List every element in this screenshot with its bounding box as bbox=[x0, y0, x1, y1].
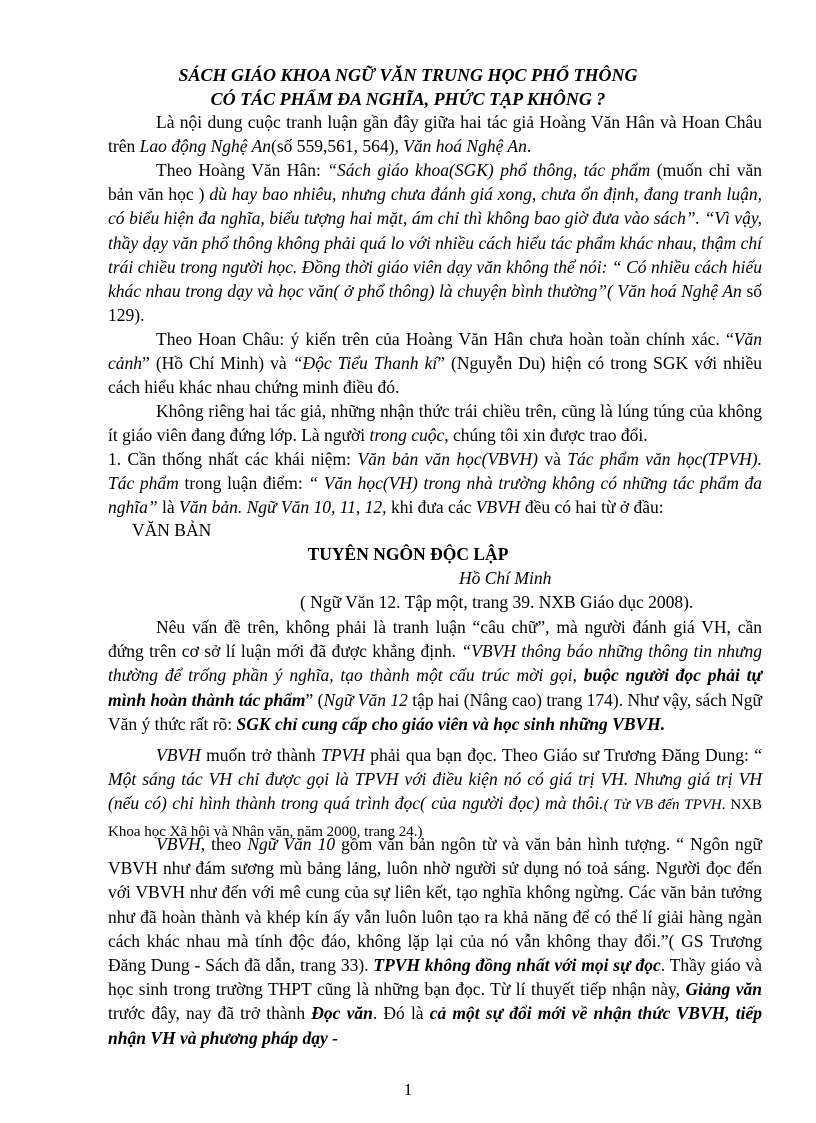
text-italic: ( Từ VB đến TPVH bbox=[603, 797, 722, 814]
doc-title: TUYÊN NGÔN ĐỘC LẬP bbox=[307, 544, 509, 564]
text-italic: Ngữ Văn 12 bbox=[323, 689, 408, 710]
text: và bbox=[538, 449, 568, 469]
text-italic: VBVH bbox=[156, 834, 201, 854]
text-italic: “Sách giáo khoa(SGK) phổ thông, tác phẩm bbox=[327, 160, 651, 180]
text-italic: Văn bản văn học(VBVH) bbox=[357, 449, 538, 469]
text: , chúng tôi xin được trao đổi. bbox=[444, 425, 648, 446]
text: 1. Cần thống nhất các khái niệm: bbox=[108, 449, 358, 469]
text-italic: “Độc Tiểu Thanh kí bbox=[292, 353, 438, 374]
paragraph-hoang-van-han bbox=[108, 158, 762, 327]
paragraph-concepts bbox=[108, 447, 762, 520]
text-italic: “VBVH thông báo những thông tin nhưng thường để trống phần ý nghĩa, tạo thành một cấu trúc mời gọi, bbox=[108, 641, 763, 686]
text-italic: Văn bản. Ngữ Văn 10, 11, 12, bbox=[179, 497, 387, 518]
text-italic: VBVH bbox=[156, 745, 201, 765]
text: gồm văn bản ngôn từ và văn bản hình tượng. “ Ngôn ngữ VBVH như đám sương mù bảng lảng, luôn nhờ người sử dụng nó toả sáng. Người đọc đến với VBVH như đến với mê cung của sự liên kết, tạo nghĩa không ngừng. Các văn bản tưởng như đã hoàn thành và khép kín ấy vẫn luôn luôn tạo ra khả năng để có thể lí giải hàng ngàn cách khác nhau mà tính độc đáo, không lặp lại của nó vẫn không thay đổi.”( GS Trương Đăng Dung - Sách đã dẫn, trang 33). bbox=[108, 834, 762, 976]
paragraph-vbvh bbox=[108, 832, 762, 1050]
text-italic: “ Văn học(VH) trong nhà trường không có những tác phẩm đa nghĩa” bbox=[108, 473, 763, 518]
paragraph-hoan-chau bbox=[108, 327, 762, 400]
text: Theo Hoan Châu: ý kiến trên của Hoàng Văn Hân chưa hoàn toàn chính xác. “ bbox=[156, 329, 734, 349]
text: muốn trở thành bbox=[200, 745, 322, 765]
text: trong luận điểm: bbox=[178, 473, 309, 494]
text: . Thầy giáo và học sinh trong trường THPT cũng là những bạn đọc. Từ lí thuyết tiếp nhận này, bbox=[108, 955, 762, 1000]
text: (số 559,561, 564), bbox=[271, 136, 404, 157]
paragraph-theory bbox=[108, 615, 762, 736]
text: ” (Hồ Chí Minh) và bbox=[142, 353, 293, 374]
paragraph-teachers bbox=[108, 399, 762, 447]
title-line-2: CÓ TÁC PHẨM ĐA NGHĨA, PHỨC TẠP KHÔNG ? bbox=[210, 89, 606, 109]
paragraph-intro bbox=[108, 110, 762, 158]
page-number: 1 bbox=[403, 1080, 413, 1099]
title-line-1: SÁCH GIÁO KHOA NGỮ VĂN TRUNG HỌC PHỔ THÔNG bbox=[178, 65, 638, 85]
text: . Đó là bbox=[372, 1003, 430, 1024]
text-bold-italic: Đọc văn bbox=[311, 1003, 373, 1024]
van-ban-label: VĂN BẢN bbox=[132, 520, 212, 540]
text: Nêu vấn đề trên, không phải là tranh luận “câu chữ”, mà người đánh giá VH, cần đứng trên cơ sở lí luận mới đã được khẳng định. bbox=[108, 617, 762, 662]
text-bold-italic: Giảng văn bbox=[685, 979, 762, 1000]
paragraph-truong-dang-dung bbox=[108, 743, 762, 844]
text: ” ( bbox=[305, 689, 324, 710]
text-italic: Một sáng tác VH chỉ được gọi là TPVH với điều kiện nó có giá trị VH. Nhưng giá trị VH (nếu có) chỉ hình thành trong quá trình đọc( của người đọc) mà thôi. bbox=[108, 769, 762, 814]
text-bold-italic: SGK chỉ cung cấp cho giáo viên và học sinh những VBVH. bbox=[236, 713, 666, 734]
text-italic: TPVH bbox=[321, 745, 365, 765]
text: , theo bbox=[200, 834, 248, 854]
text-bold-italic: cả một sự đổi mới về nhận thức VBVH, tiếp nhận VH và phương pháp dạy - bbox=[108, 1003, 763, 1048]
doc-author: Hồ Chí Minh bbox=[459, 568, 552, 588]
text-italic: trong cuộc bbox=[369, 425, 445, 446]
text-italic: Tác phẩm văn học(TPVH). Tác phẩm bbox=[108, 449, 762, 494]
text-italic: VBVH bbox=[475, 497, 521, 518]
text-bold-italic: TPVH không đồng nhất với mọi sự đọc bbox=[373, 955, 661, 976]
text: Là nội dung cuộc tranh luận gần đây giữa hai tác giả Hoàng Văn Hân và Hoan Châu trên bbox=[108, 112, 762, 157]
text: trước đây, nay đã trở thành bbox=[108, 1003, 312, 1024]
text: khi đưa các bbox=[386, 497, 476, 518]
text-italic: Ngữ Văn 10 bbox=[247, 834, 336, 854]
text-italic: dù hay bao nhiêu, nhưng chưa đánh giá xong, chưa ổn định, đang tranh luận, có biểu hiện đa nghĩa, biểu tượng hai mặt, ám chỉ thì không bao giờ đưa vào sách”. “Vì vậy, thầy dạy văn phổ thông không phải quá lo với nhiều cách hiểu tác phẩm khác nhau, thậm chí trái chiều trong người học. Đồng thời giáo viên dạy văn không thể nói: “ Có nhiều cách hiểu khác nhau trong dạy và học văn( ở phổ thông) là chuyện bình thường”( Văn hoá Nghệ An bbox=[108, 184, 762, 302]
text: là bbox=[157, 497, 179, 518]
text: đều có hai từ ở đầu: bbox=[520, 497, 664, 518]
text: Không riêng hai tác giả, những nhận thức trái chiều trên, cũng là lúng túng của không ít giáo viên đang đứng lớp. Là người bbox=[108, 401, 762, 446]
text-italic: Lao động Nghệ An bbox=[139, 136, 272, 157]
text: ” (Nguyễn Du) hiện có trong SGK với nhiều cách hiểu khác nhau chứng minh điều đó. bbox=[108, 353, 762, 398]
doc-source: ( Ngữ Văn 12. Tập một, trang 39. NXB Giáo dục 2008). bbox=[300, 592, 694, 612]
text: số 129). bbox=[108, 281, 763, 326]
text: . bbox=[526, 136, 532, 157]
text-bold-italic: buộc người đọc phải tự mình hoàn thành tác phẩm bbox=[108, 665, 762, 710]
text-italic: Văn cảnh bbox=[108, 329, 762, 374]
text: tập hai (Nâng cao) trang 174). Như vậy, sách Ngữ Văn ý thức rất rõ: bbox=[108, 689, 762, 734]
text: phải qua bạn đọc. Theo Giáo sư Trương Đăng Dung: “ bbox=[364, 745, 762, 765]
text: . NXB Khoa học Xã hội và Nhân văn, năm 2000, trang 24.) bbox=[108, 797, 762, 840]
text: (muốn chỉ văn bản văn học ) bbox=[108, 160, 762, 205]
text-italic: Văn hoá Nghệ An bbox=[403, 136, 527, 157]
text: Theo Hoàng Văn Hân: bbox=[156, 160, 328, 180]
